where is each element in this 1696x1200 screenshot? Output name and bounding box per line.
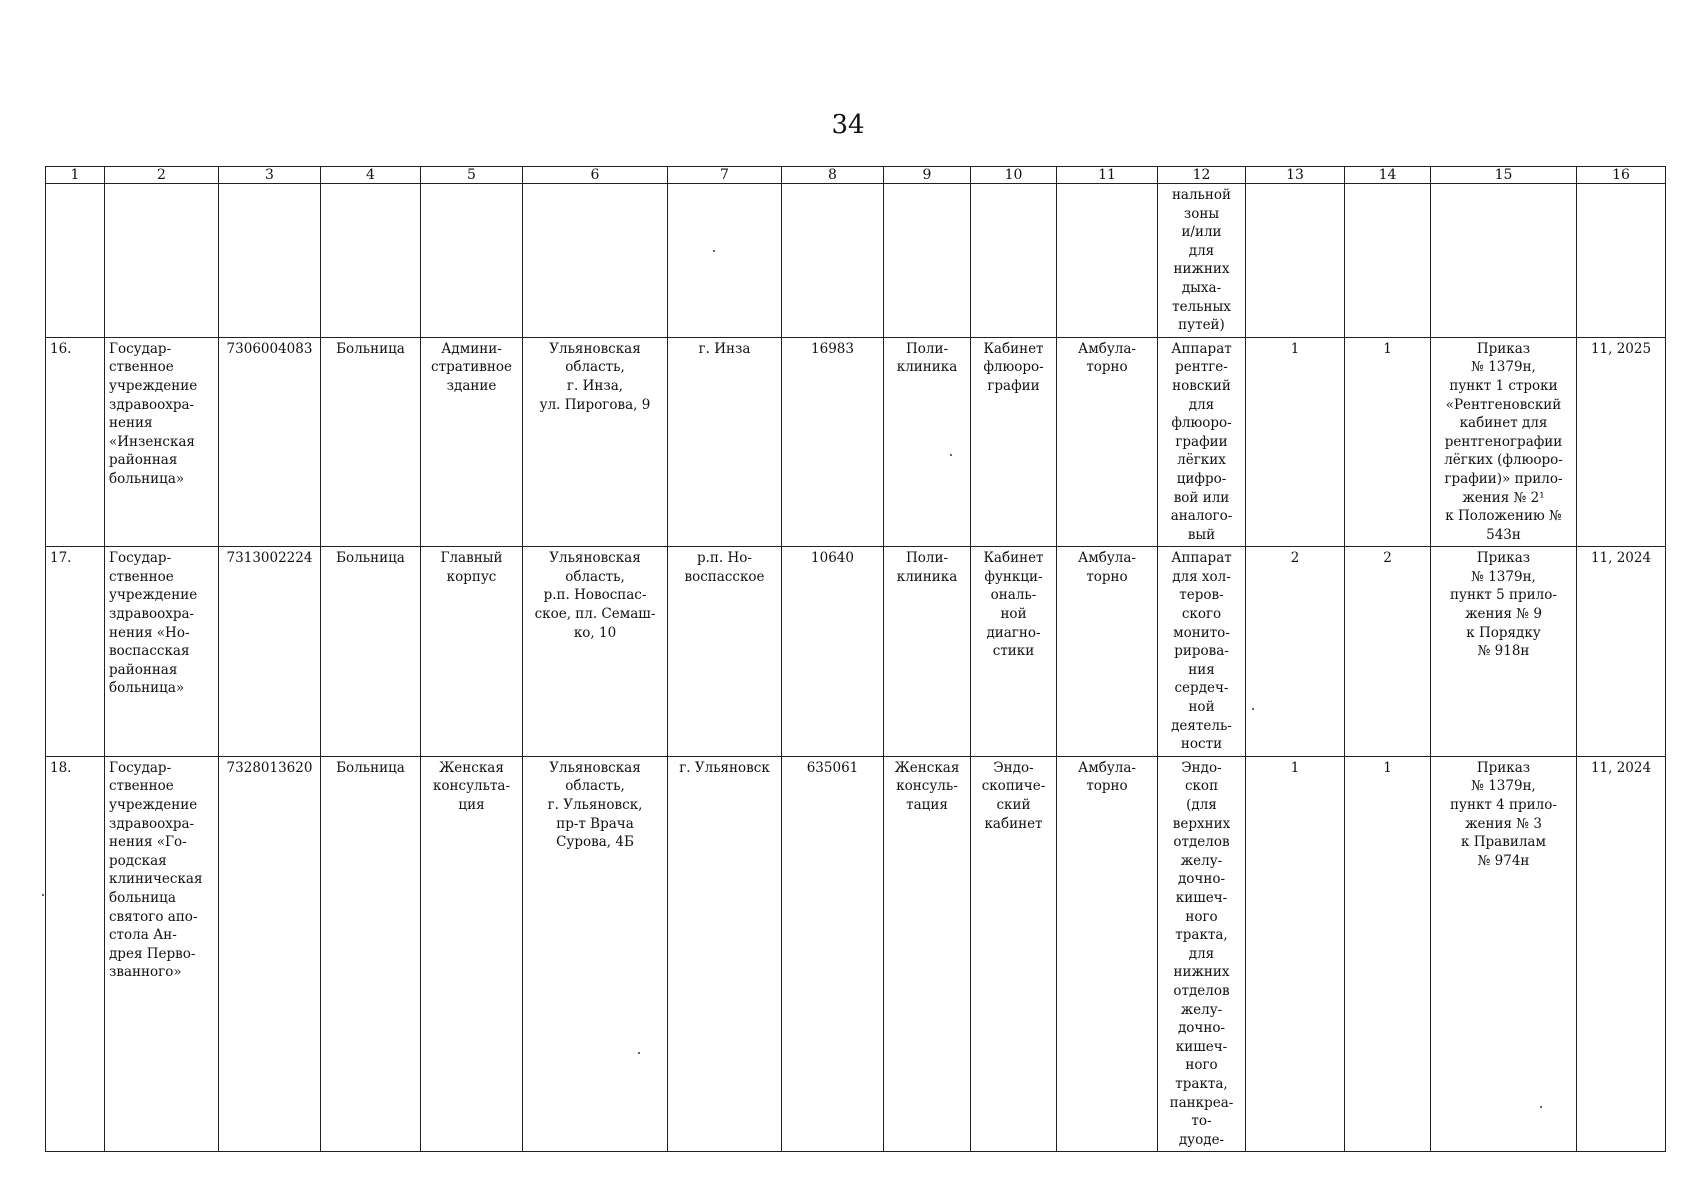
organization-name: Государ- ственное учреждение здравоохра- нения «Го- родская клиническая больница святого апо- стола Ан- дрея Перво- званного»	[105, 756, 219, 1151]
column-header: 11	[1057, 167, 1158, 184]
table-cell	[1057, 184, 1158, 338]
facility-type: Больница	[321, 337, 421, 547]
period-cell: 11, 2025	[1577, 337, 1666, 547]
column-header: 2	[105, 167, 219, 184]
organization-name: Государ- ственное учреждение здравоохра- нения «Инзенская районная больница»	[105, 337, 219, 547]
row-number: 18.	[46, 756, 105, 1151]
cabinet-cell: Кабинет функци- ональ- ной диагно- стики	[971, 547, 1057, 757]
locality-cell: г. Ульяновск	[668, 756, 782, 1151]
unit-cell: Поли- клиника	[884, 337, 971, 547]
building-cell: Главный корпус	[421, 547, 523, 757]
table-cell	[668, 184, 782, 338]
page-number: 34	[831, 110, 865, 140]
column-header: 12	[1158, 167, 1246, 184]
mode-cell: Амбула- торно	[1057, 756, 1158, 1151]
locality-cell: р.п. Но- воспасское	[668, 547, 782, 757]
qty-required-cell: 1	[1246, 337, 1345, 547]
column-header: 5	[421, 167, 523, 184]
basis-cell: Приказ № 1379н, пункт 1 строки «Рентгеновский кабинет для рентгенографии лёгких (флюоро- графии)» прило- жения № 2¹ к Положению № 543н	[1431, 337, 1577, 547]
equipment-cell: Аппарат рентге- новский для флюоро- графии лёгких цифро- вой или аналого- вый	[1158, 337, 1246, 547]
scan-speck	[42, 894, 44, 896]
scan-speck	[1252, 708, 1254, 710]
table-cell	[1345, 184, 1431, 338]
cabinet-cell: Эндо- скопиче- ский кабинет	[971, 756, 1057, 1151]
unit-cell: Женская консуль- тация	[884, 756, 971, 1151]
column-header: 16	[1577, 167, 1666, 184]
address-cell: Ульяновская область, г. Ульяновск, пр-т Врача Сурова, 4Б	[523, 756, 668, 1151]
qty-required-cell: 2	[1246, 547, 1345, 757]
row-number: 17.	[46, 547, 105, 757]
column-header: 3	[219, 167, 321, 184]
qty-available-cell: 2	[1345, 547, 1431, 757]
inn-cell: 7313002224	[219, 547, 321, 757]
registry-table	[45, 166, 1666, 1152]
unit-cell: Поли- клиника	[884, 547, 971, 757]
population-cell: 635061	[782, 756, 884, 1151]
column-header: 7	[668, 167, 782, 184]
qty-required-cell: 1	[1246, 756, 1345, 1151]
basis-cell: Приказ № 1379н, пункт 4 прило- жения № 3 к Правилам № 974н	[1431, 756, 1577, 1151]
locality-cell: г. Инза	[668, 337, 782, 547]
scan-speck	[950, 454, 952, 456]
column-header: 13	[1246, 167, 1345, 184]
table-cell	[321, 184, 421, 338]
qty-available-cell: 1	[1345, 756, 1431, 1151]
equipment-cell: Аппарат для хол- теров- ского монито- рирова- ния сердеч- ной деятель- ности	[1158, 547, 1246, 757]
table-cell	[219, 184, 321, 338]
equipment-cell: Эндо- скоп (для верхних отделов желу- дочно- кишеч- ного тракта, для нижних отделов желу- дочно- кишеч- ного тракта, панкреа- то- дуоде-	[1158, 756, 1246, 1151]
building-cell: Женская консульта- ция	[421, 756, 523, 1151]
period-cell: 11, 2024	[1577, 547, 1666, 757]
inn-cell: 7328013620	[219, 756, 321, 1151]
continuation-row	[46, 184, 1666, 338]
facility-type: Больница	[321, 547, 421, 757]
column-header: 6	[523, 167, 668, 184]
scan-speck	[638, 1052, 640, 1054]
column-header: 1	[46, 167, 105, 184]
organization-name: Государ- ственное учреждение здравоохра- нения «Но- воспасская районная больница»	[105, 547, 219, 757]
building-cell: Админи- стративное здание	[421, 337, 523, 547]
mode-cell: Амбула- торно	[1057, 547, 1158, 757]
basis-cell: Приказ № 1379н, пункт 5 прило- жения № 9 к Порядку № 918н	[1431, 547, 1577, 757]
table-cell	[1577, 184, 1666, 338]
header-row	[46, 167, 1666, 184]
equipment-cell: нальной зоны и/или для нижних дыха- тельных путей)	[1158, 184, 1246, 338]
column-header: 8	[782, 167, 884, 184]
inn-cell: 7306004083	[219, 337, 321, 547]
population-cell: 16983	[782, 337, 884, 547]
column-header: 10	[971, 167, 1057, 184]
table-cell	[1246, 184, 1345, 338]
scan-speck	[713, 250, 715, 252]
period-cell: 11, 2024	[1577, 756, 1666, 1151]
population-cell: 10640	[782, 547, 884, 757]
table-cell	[1431, 184, 1577, 338]
table-cell	[971, 184, 1057, 338]
table-row	[46, 756, 1666, 1151]
table-cell	[421, 184, 523, 338]
row-number: 16.	[46, 337, 105, 547]
table-cell	[105, 184, 219, 338]
table-cell	[46, 184, 105, 338]
mode-cell: Амбула- торно	[1057, 337, 1158, 547]
table-cell	[884, 184, 971, 338]
column-header: 14	[1345, 167, 1431, 184]
table-cell	[782, 184, 884, 338]
table-row	[46, 337, 1666, 547]
facility-type: Больница	[321, 756, 421, 1151]
address-cell: Ульяновская область, г. Инза, ул. Пирогова, 9	[523, 337, 668, 547]
qty-available-cell: 1	[1345, 337, 1431, 547]
column-header: 9	[884, 167, 971, 184]
address-cell: Ульяновская область, р.п. Новоспас- ское, пл. Семаш- ко, 10	[523, 547, 668, 757]
table-row	[46, 547, 1666, 757]
cabinet-cell: Кабинет флюоро- графии	[971, 337, 1057, 547]
column-header: 15	[1431, 167, 1577, 184]
table-cell	[523, 184, 668, 338]
scan-speck	[1540, 1106, 1542, 1108]
column-header: 4	[321, 167, 421, 184]
